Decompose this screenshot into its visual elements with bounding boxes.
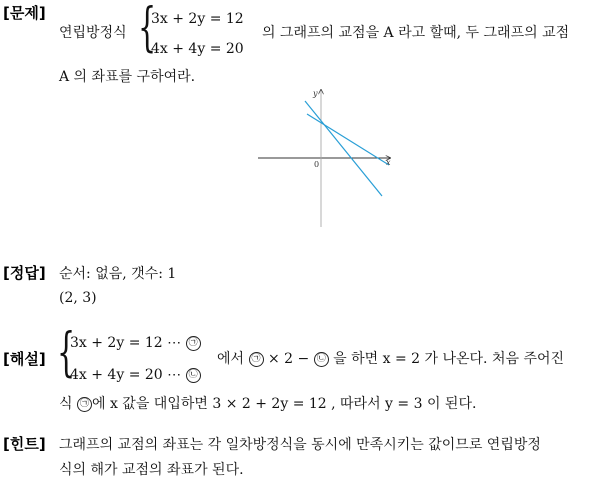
problem-intro: 연립방정식 (59, 25, 127, 41)
hint-line1: 그래프의 교점의 좌표는 각 일차방정식을 동시에 만족시키는 값이므로 연립방정 (59, 437, 541, 453)
circled-a-mark: ㉠ (77, 397, 92, 412)
hint-tag: [힌트] (3, 435, 46, 453)
solution-equation-1-text: 3x + 2y = 12 ⋯ (70, 335, 182, 351)
solution-text-b: × 2 − (267, 351, 310, 367)
circled-b-mark: ㉡ (314, 352, 329, 367)
problem-text-line1: 의 그래프의 교점을 A 라고 할때, 두 그래프의 교점 (262, 25, 570, 41)
answer-line2: (2, 3) (59, 290, 97, 306)
circled-a-mark: ㉠ (186, 336, 201, 351)
solution-text-line1 (217, 348, 564, 368)
answer-tag: [정답] (3, 264, 46, 282)
solution-equation-1 (70, 335, 201, 351)
hint-line2: 식의 해가 교점의 좌표가 된다. (59, 462, 244, 478)
problem-equation-2: 4x + 4y = 20 (151, 41, 244, 57)
solution-text-a: 에서 (217, 351, 245, 367)
solution-equation-2-text: 4x + 4y = 20 ⋯ (70, 367, 182, 383)
solution-equation-2 (70, 367, 201, 383)
circled-b-mark: ㉡ (186, 368, 201, 383)
problem-tag: [문제] (3, 4, 46, 22)
answer-line1: 순서: 없음, 갯수: 1 (59, 266, 177, 282)
circled-a-mark: ㉠ (249, 352, 264, 367)
solution-line2-a: 식 (59, 396, 73, 412)
solution-text-line2 (59, 393, 476, 413)
solution-tag: [해설] (3, 350, 46, 368)
solution-text-c: 을 하면 x = 2 가 나온다. 처음 주어진 (333, 351, 565, 367)
problem-equation-1: 3x + 2y = 12 (151, 11, 244, 27)
problem-graph (252, 85, 412, 230)
x-axis-label: x (386, 158, 391, 167)
origin-label: 0 (314, 160, 320, 169)
solution-line2-b: 에 x 값을 대입하면 3 × 2 + 2y = 12 , 따라서 y = 3 이 된다. (91, 396, 477, 412)
line-3x-2y-12 (305, 101, 382, 196)
y-axis-label: y (313, 89, 318, 98)
solution-brace: { (57, 323, 76, 383)
system-brace: { (138, 0, 157, 58)
line-4x-4y-20 (307, 114, 389, 165)
problem-text-line2: A 의 좌표를 구하여라. (59, 69, 196, 85)
